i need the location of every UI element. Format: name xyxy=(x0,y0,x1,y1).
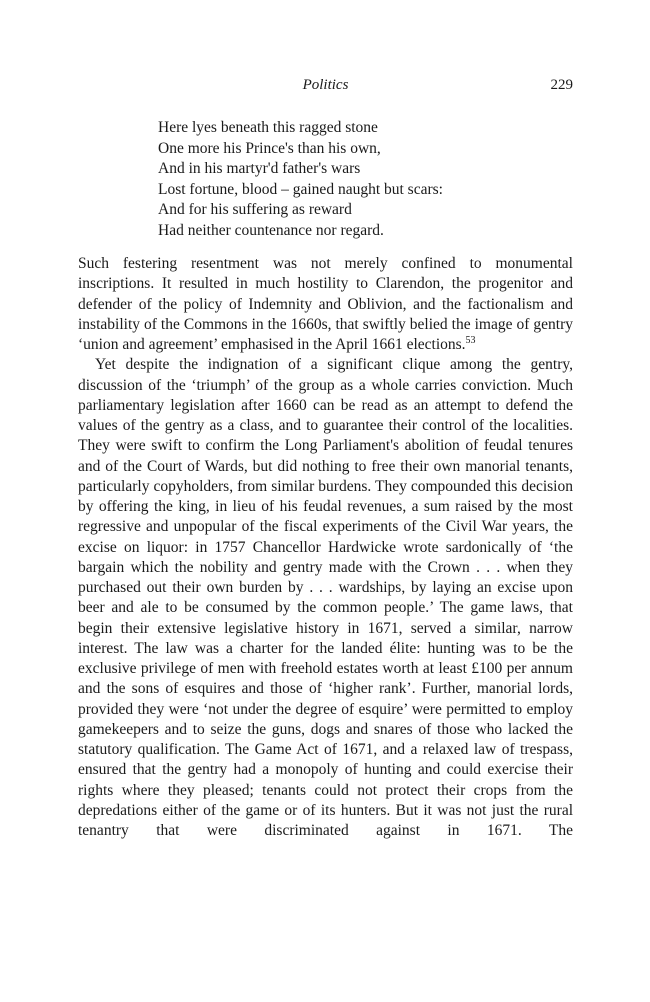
paragraph-text: Such festering resentment was not merely confined to monumental inscriptions. It resulted in much hostility to Clarendon, the progenitor and defender of the policy of Indemnity and Oblivion, and the factionalism and instability of the Commons in the 1660s, that swiftly belied the image of gentry ‘union and agreement’ emphasised in the April 1661 elections. xyxy=(78,255,573,353)
running-head xyxy=(78,74,573,96)
verse-line: Lost fortune, blood – gained naught but scars: xyxy=(158,180,443,198)
verse-line: One more his Prince's than his own, xyxy=(158,139,381,157)
verse-line: And in his martyr'd father's wars xyxy=(158,160,361,178)
running-title: Politics xyxy=(302,77,349,93)
page-number: 229 xyxy=(550,77,573,93)
body-text xyxy=(78,254,573,841)
paragraph xyxy=(78,254,573,355)
verse-line: Had neither countenance nor regard. xyxy=(158,221,384,239)
paragraph-text: Yet despite the indignation of a significant clique among the gentry, discussion of the ‘triumph’ of the group as a whole carries conviction. Much parliamentary legislation after 1660 can be read as an attempt to defend the values of the gentry as a class, and to guarantee their control of the localities. They were swift to confirm the Long Parliament's abolition of feudal tenures and of the Court of Wards, but did nothing to free their own manorial tenants, particularly copyholders, from similar burdens. They compounded this decision by offering the king, in lieu of his feudal revenues, a sum raised by the most regressive and unpopular of the fiscal experiments of the Civil War years, the excise on liquor: in 1757 Chancellor Hardwicke wrote sardonically of ‘the bargain which the nobility and gentry made with the Crown . . . when they purchased out their own burden by . . . wardships, by laying an excise upon beer and ale to be consumed by the common people.’ The game laws, that begin their extensive legislative history in 1671, served a similar, narrow interest. The law was a charter for the landed élite: hunting was to be the exclusive privilege of men with freehold estates worth at least £100 per annum and the sons of esquires and those of ‘higher rank’. Further, manorial lords, provided they were ‘not under the degree of esquire’ were permitted to employ gamekeepers and to seize the guns, dogs and snares of those who lacked the statutory qualification. The Game Act of 1671, and a relaxed law of trespass, ensured that the gentry had a monopoly of hunting and could exercise their rights where they pleased; tenants could not protect their crops from the depredations either of the game or of its hunters. But it was not just the rural tenantry that were discriminated against in 1671. The xyxy=(78,356,573,839)
verse-line: Here lyes beneath this ragged stone xyxy=(158,119,378,136)
paragraph xyxy=(78,355,573,841)
verse-line: And for his suffering as reward xyxy=(158,201,352,219)
verse-epitaph xyxy=(158,118,443,242)
footnote-marker[interactable]: 53 xyxy=(465,334,476,346)
